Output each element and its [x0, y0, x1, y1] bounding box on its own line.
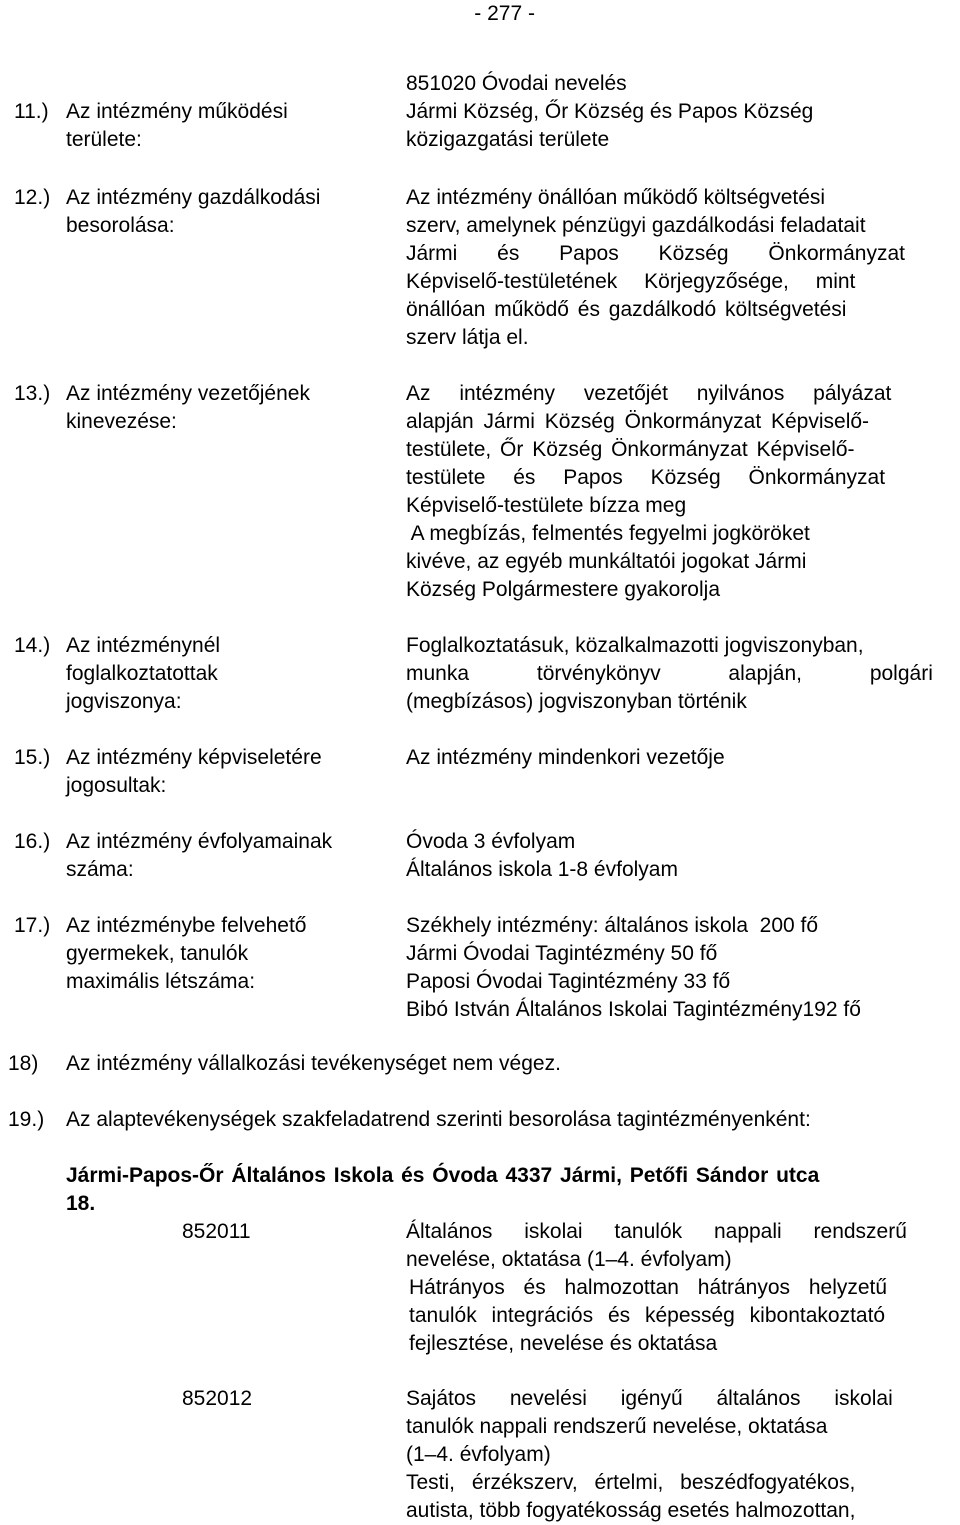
item-label — [66, 184, 396, 240]
label-line: Az intézmény évfolyamainak — [66, 830, 333, 853]
item-value — [406, 912, 958, 1024]
item-number: 15.) — [14, 746, 51, 769]
value-line: tanulók nappali rendszerű nevelése, oktatása — [406, 1415, 828, 1438]
item-number: 13.) — [14, 382, 51, 405]
value-line: Az intézmény mindenkori vezetője — [406, 746, 725, 769]
value-line: szerv látja el. — [406, 326, 529, 349]
item-value — [406, 70, 958, 98]
value-line: Óvoda 3 évfolyam — [406, 830, 576, 853]
item-value — [406, 184, 958, 352]
page-number-text: - 277 - — [474, 2, 535, 25]
item-label — [66, 632, 396, 716]
label-line: Az intézmény működési — [66, 100, 288, 123]
value-line: nevelése, oktatása (1–4. évfolyam) — [406, 1248, 732, 1271]
item-number: 16.) — [14, 830, 51, 853]
value-line: (megbízásos) jogviszonyban történik — [406, 690, 747, 713]
item-text: Az intézmény vállalkozási tevékenységet nem végez. — [66, 1052, 561, 1075]
value-text: Az intézmény önállóan működő költségvetési — [406, 186, 826, 209]
value-line: Az intézmény vezetőjét nyilvános pályázat — [406, 382, 892, 405]
value-line: Általános iskola 1-8 évfolyam — [406, 858, 678, 881]
label-line: gyermekek, tanulók — [66, 942, 249, 965]
item-number: 14.) — [14, 634, 51, 657]
value-line: önállóan működő és gazdálkodó költségvetési — [406, 298, 847, 321]
label-line: maximális létszáma: — [66, 970, 256, 993]
value-line: Jármi és Papos Község Önkormányzat — [406, 242, 905, 265]
code-description — [406, 1218, 958, 1358]
label-line: jogviszonya: — [66, 690, 182, 713]
code-description — [406, 1385, 958, 1525]
label-line: Az intézmény gazdálkodási — [66, 186, 321, 209]
item-number: 18) — [8, 1052, 39, 1075]
value-line: Képviselő-testülete bízza meg — [406, 494, 687, 517]
value-line: testülete és Papos Község Önkormányzat — [406, 466, 886, 489]
item-label — [66, 912, 396, 996]
label-line: Az intézmény vezetőjének — [66, 382, 310, 405]
value-line: Testi, érzékszerv, értelmi, beszédfogyatékos, — [406, 1471, 856, 1494]
item-text: Az alaptevékenységek szakfeladatrend szerinti besorolása tagintézményenként: — [66, 1108, 811, 1131]
item-value — [406, 744, 958, 772]
label-line: jogosultak: — [66, 774, 167, 797]
value-line: Bibó István Általános Iskolai Tagintézmény192 fő — [406, 998, 861, 1021]
item-label — [66, 744, 396, 800]
label-line: Az intézmény képviseletére — [66, 746, 322, 769]
value-line: munka törvénykönyv alapján, polgári — [406, 662, 933, 685]
item-value — [406, 828, 958, 884]
label-line: területe: — [66, 128, 142, 151]
value-line: szerv, amelynek pénzügyi gazdálkodási feladatait — [406, 214, 866, 237]
item-number: 17.) — [14, 914, 51, 937]
item-value — [406, 632, 958, 716]
heading-line: 18. — [66, 1192, 96, 1215]
value-line: kivéve, az egyéb munkáltatói jogokat Jármi — [406, 550, 807, 573]
item-number: 12.) — [14, 186, 51, 209]
value-line: Sajátos nevelési igényű általános iskolai — [406, 1387, 893, 1410]
value-line: Hátrányos és halmozottan hátrányos helyzetű — [409, 1276, 888, 1299]
code-number: 852012 — [182, 1387, 253, 1410]
item-value-cont — [406, 98, 958, 154]
value-line: autista, több fogyatékosság esetés halmozottan, — [406, 1499, 856, 1522]
value-line: (1–4. évfolyam) — [406, 1443, 551, 1466]
value-line — [406, 184, 958, 212]
heading-line: Jármi-Papos-Őr Általános Iskola és Óvoda 4337 Jármi, Petőfi Sándor utca — [66, 1164, 820, 1187]
label-line: kinevezése: — [66, 410, 177, 433]
heading-lines — [66, 1162, 960, 1218]
label-line: foglalkoztatottak — [66, 662, 218, 685]
item-value — [406, 380, 958, 604]
value-line: Paposi Óvodai Tagintézmény 33 fő — [406, 970, 731, 993]
value-line: közigazgatási területe — [406, 128, 610, 151]
label-line: Az intézménybe felvehető — [66, 914, 307, 937]
page-number — [0, 0, 960, 28]
value-line: Jármi Óvodai Tagintézmény 50 fő — [406, 942, 718, 965]
code-number: 852011 — [182, 1220, 251, 1243]
value-line: Község Polgármestere gyakorolja — [406, 578, 720, 601]
value-line: Képviselő-testületének Körjegyzősége, mint — [406, 270, 856, 293]
value-line: testülete, Őr Község Önkormányzat Képviselő- — [406, 438, 855, 461]
label-line: besorolása: — [66, 214, 175, 237]
value-line: tanulók integrációs és képesség kibontakoztató — [409, 1304, 886, 1327]
item-label — [66, 98, 396, 154]
label-line: száma: — [66, 858, 134, 881]
value-line: Székhely intézmény: általános iskola 200 fő — [406, 914, 819, 937]
item-label — [66, 380, 396, 436]
value-line: 851020 Óvodai nevelés — [406, 72, 627, 95]
item-number: 11.) — [14, 100, 49, 123]
value-line: Foglalkoztatásuk, közalkalmazotti jogviszonyban, — [406, 634, 864, 657]
value-line: fejlesztése, nevelése és oktatása — [409, 1332, 718, 1355]
value-line: Általános iskolai tanulók nappali rendszerű — [406, 1220, 907, 1243]
value-line: A megbízás, felmentés fegyelmi jogköröket — [406, 522, 810, 545]
label-line: Az intézménynél — [66, 634, 221, 657]
value-line: alapján Jármi Község Önkormányzat Képviselő- — [406, 410, 870, 433]
value-line: Jármi Község, Őr Község és Papos Község — [406, 100, 814, 123]
item-label — [66, 828, 396, 884]
item-number: 19.) — [8, 1108, 45, 1131]
